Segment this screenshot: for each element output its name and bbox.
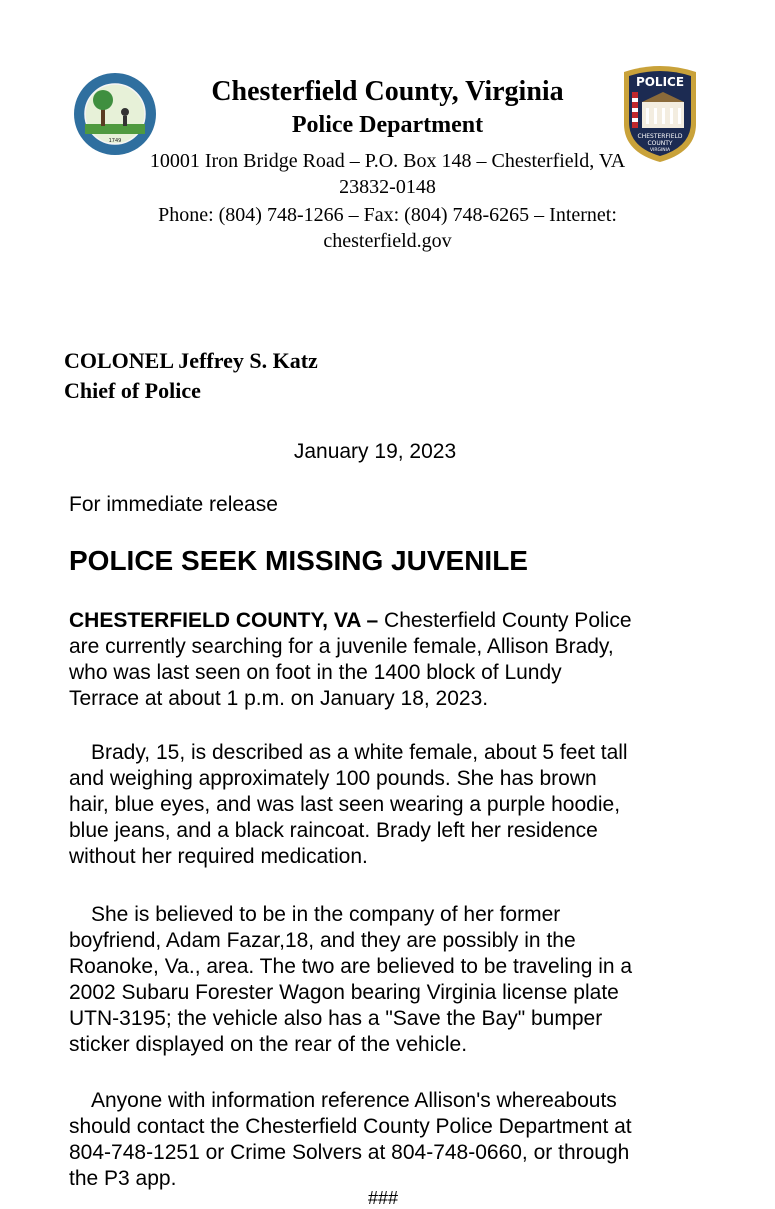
headline: POLICE SEEK MISSING JUVENILE [69, 545, 528, 576]
paragraph-3-line: Roanoke, Va., area. The two are believed to be traveling in a [69, 955, 633, 978]
svg-text:POLICE: POLICE [635, 75, 685, 89]
chief-name: COLONEL Jeffrey S. Katz [64, 348, 318, 373]
end-mark: ### [368, 1188, 399, 1208]
contact-line-2: chesterfield.gov [323, 230, 452, 252]
release-status: For immediate release [69, 493, 278, 516]
paragraph-1-line: Terrace at about 1 p.m. on January 18, 2023. [69, 687, 489, 710]
paragraph-4-line-text: Anyone with information reference Allison's whereabouts [91, 1089, 617, 1112]
svg-text:1749: 1749 [108, 138, 122, 144]
paragraph-3 [69, 902, 709, 1058]
paragraph-4-line: 804-748-1251 or Crime Solvers at 804-748-0660, or through [69, 1141, 630, 1164]
paragraph-3-line [69, 902, 709, 928]
paragraph-3-line: boyfriend, Adam Fazar,18, and they are possibly in the [69, 929, 576, 952]
paragraph-2-line-text: Brady, 15, is described as a white female, about 5 feet tall [91, 741, 628, 764]
release-date: January 19, 2023 [293, 440, 457, 463]
paragraph-1-line: who was last seen on foot in the 1400 block of Lundy [69, 661, 562, 684]
paragraph-1-line [69, 608, 709, 634]
paragraph-3-line: sticker displayed on the rear of the vehicle. [69, 1033, 468, 1056]
contact-line-1: Phone: (804) 748-1266 – Fax: (804) 748-6265 – Internet: [158, 204, 617, 226]
paragraph-3-line: UTN-3195; the vehicle also has a "Save the Bay" bumper [69, 1007, 603, 1030]
paragraph-2-line: blue jeans, and a black raincoat. Brady left her residence [69, 819, 598, 842]
svg-text:CHESTERFIELD: CHESTERFIELD [637, 133, 683, 140]
paragraph-1-line-text: Chesterfield County Police [384, 609, 632, 632]
paragraph-3-line-text: She is believed to be in the company of her former [91, 903, 561, 926]
paragraph-3-line: 2002 Subaru Forester Wagon bearing Virginia license plate [69, 981, 619, 1004]
paragraph-1 [69, 608, 709, 712]
department-name: Police Department [291, 112, 484, 138]
svg-text:COUNTY: COUNTY [647, 140, 673, 147]
svg-text:VIRGINIA: VIRGINIA [649, 148, 671, 153]
paragraph-2-line [69, 740, 709, 766]
paragraph-2-line: and weighing approximately 100 pounds. She has brown [69, 767, 597, 790]
paragraph-4-line [69, 1088, 709, 1114]
paragraph-2-line: without her required medication. [69, 845, 368, 868]
address-line-2: 23832-0148 [339, 176, 436, 198]
paragraph-4-line: should contact the Chesterfield County Police Department at [69, 1115, 632, 1138]
county-title: Chesterfield County, Virginia [211, 76, 564, 107]
paragraph-2 [69, 740, 709, 870]
paragraph-4 [69, 1088, 709, 1192]
paragraph-4-line: the P3 app. [69, 1167, 177, 1190]
dateline: CHESTERFIELD COUNTY, VA – [69, 609, 379, 632]
chief-title: Chief of Police [64, 378, 201, 403]
paragraph-1-line: are currently searching for a juvenile female, Allison Brady, [69, 635, 614, 658]
address-line-1: 10001 Iron Bridge Road – P.O. Box 148 – Chesterfield, VA [149, 150, 626, 172]
paragraph-2-line: hair, blue eyes, and was last seen wearing a purple hoodie, [69, 793, 621, 816]
